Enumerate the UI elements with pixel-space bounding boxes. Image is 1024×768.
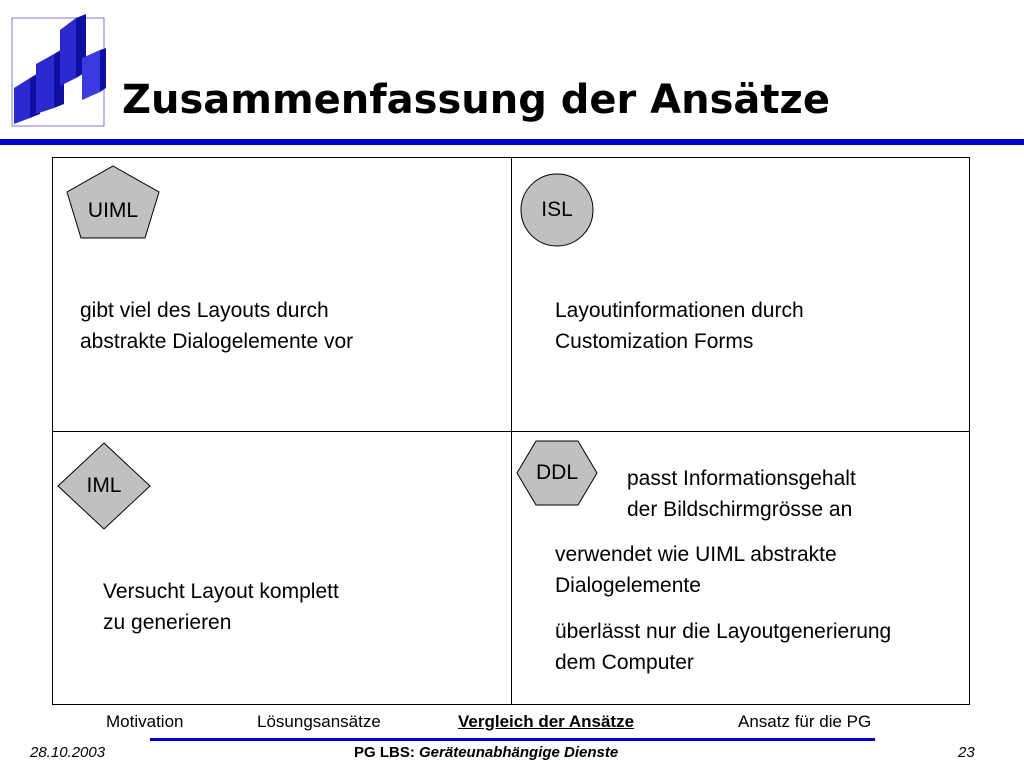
- uiml-badge-label: UIML: [87, 199, 139, 222]
- isl-line-1: Layoutinformationen durch: [555, 299, 804, 322]
- uiml-badge: [66, 165, 160, 239]
- ddl-description-2: [555, 539, 837, 601]
- isl-line-2: Customization Forms: [555, 330, 754, 353]
- ddl-description-1: [627, 463, 856, 525]
- isl-badge: [520, 173, 594, 247]
- ddl-line-2: der Bildschirmgrösse an: [627, 498, 853, 521]
- uiml-description: [80, 295, 353, 357]
- university-logo-icon: [10, 12, 108, 130]
- ddl-badge: [516, 440, 598, 506]
- isl-badge-label: ISL: [541, 198, 573, 221]
- footer-date: 28.10.2003: [30, 744, 106, 761]
- title-underline: [0, 139, 1024, 145]
- footer-subtitle: Geräteunabhängige Dienste: [419, 744, 619, 761]
- ddl-line-6: dem Computer: [555, 651, 694, 674]
- footer-course: [354, 744, 618, 761]
- isl-description: [555, 295, 804, 357]
- nav-underline: [150, 738, 875, 741]
- ddl-line-4: Dialogelemente: [555, 574, 701, 597]
- nav-item-motivation[interactable]: Motivation: [106, 712, 184, 731]
- ddl-line-3: verwendet wie UIML abstrakte: [555, 543, 837, 566]
- iml-line-2: zu generieren: [103, 611, 232, 634]
- nav-item-loesungsansaetze[interactable]: Lösungsansätze: [257, 712, 381, 731]
- nav-item-ansatz-pg[interactable]: Ansatz für die PG: [738, 712, 872, 731]
- iml-line-1: Versucht Layout komplett: [103, 580, 339, 603]
- uiml-line-1: gibt viel des Layouts durch: [80, 299, 329, 322]
- page-number: 23: [958, 744, 975, 761]
- nav-item-vergleich[interactable]: Vergleich der Ansätze: [458, 712, 635, 731]
- ddl-badge-label: DDL: [535, 461, 578, 484]
- footer-course-label: PG LBS:: [354, 744, 415, 761]
- ddl-line-5: überlässt nur die Layoutgenerierung: [555, 620, 892, 643]
- iml-badge: [57, 442, 151, 530]
- iml-description: [103, 576, 339, 638]
- ddl-description-3: [555, 616, 891, 678]
- slide-title: Zusammenfassung der Ansätze: [122, 77, 830, 123]
- iml-badge-label: IML: [86, 474, 122, 497]
- uiml-line-2: abstrakte Dialogelemente vor: [80, 330, 354, 353]
- ddl-line-1: passt Informationsgehalt: [627, 467, 856, 490]
- grid-horizontal-divider: [52, 431, 970, 432]
